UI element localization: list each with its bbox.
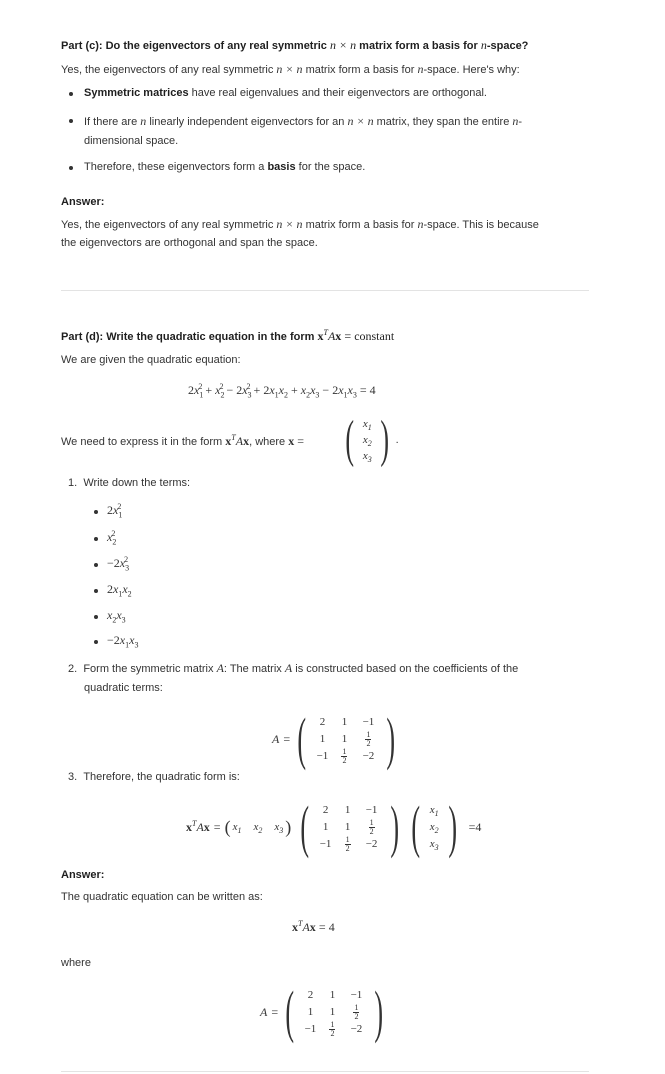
matrix-cell: 1 — [322, 821, 329, 833]
bullet-icon — [94, 615, 98, 619]
bullet-icon — [94, 589, 98, 593]
matrix-cell: −2 — [362, 750, 375, 762]
matrix-cell: 2 — [307, 989, 314, 1001]
x-vector: ( $x_1$ $x_2$ $x_3$ ) . — [345, 411, 399, 468]
matrix-cell: 1 — [319, 733, 326, 745]
term-3: $-2x_3^2$ — [107, 555, 130, 573]
step-2-line2: quadratic terms: — [84, 682, 163, 694]
part-d-answer-text: The quadratic equation can be written as: — [61, 891, 263, 903]
step-1: 1. Write down the terms: — [68, 477, 191, 489]
part-d-answer-label: Answer: — [61, 869, 105, 881]
bullet-icon — [94, 640, 98, 644]
part-d-given: We are given the quadratic equation: — [61, 354, 241, 366]
part-c-intro: Yes, the eigenvectors of any real symmetric n × n matrix form a basis for n-space. Here's why: — [61, 62, 520, 76]
bullet-icon — [69, 166, 73, 170]
step-2: 2. Form the symmetric matrix A: The matrix A is constructed based on the coefficients of the — [68, 661, 519, 675]
section-divider — [61, 290, 589, 291]
term-6: $-2x_1x_3$ — [107, 633, 139, 650]
final-form: $x^TAx = 4$ — [292, 919, 335, 934]
matrix-cell: −1 — [304, 1023, 317, 1035]
part-c-bullet-2: If there are n linearly independent eigenvectors for an n × n matrix, they span the entire n- — [84, 114, 523, 128]
matrix-cell-half: $\frac{1}{2}$ — [345, 834, 350, 853]
quadratic-equation: $2x_1^2 + x_2^2 - 2x_3^2 + 2x_1x_2 + x_2x_3 - 2x_1x_3 = 4$ — [188, 382, 376, 400]
matrix-cell: −1 — [350, 989, 363, 1001]
part-c-bullet-3: Therefore, these eigenvectors form a basis for the space. — [84, 161, 366, 173]
matrix-cell: 1 — [307, 1006, 314, 1018]
bullet-icon — [69, 92, 73, 96]
matrix-cell: 1 — [341, 716, 348, 728]
bullet-icon — [94, 563, 98, 567]
matrix-cell: 1 — [344, 804, 351, 816]
term-1: $2x_1^2$ — [107, 502, 123, 520]
matrix-a-step2: A = ( 2 1 −1 1 1 $\frac{1}{2}$ −1 $\frac{1}{2}$ −2 ) — [272, 706, 396, 771]
matrix-cell-half: $\frac{1}{2}$ — [330, 1019, 335, 1038]
bullet-icon — [69, 119, 73, 123]
step-3: 3. Therefore, the quadratic form is: — [68, 771, 240, 783]
matrix-cell-half: $\frac{1}{2}$ — [369, 817, 374, 836]
matrix-cell-half: $\frac{1}{2}$ — [354, 1002, 359, 1021]
matrix-cell: −1 — [365, 804, 378, 816]
matrix-cell: 1 — [329, 989, 336, 1001]
matrix-cell: 1 — [329, 1006, 336, 1018]
matrix-cell: −1 — [362, 716, 375, 728]
part-c-answer-line2: the eigenvectors are orthogonal and span the space. — [61, 237, 318, 249]
matrix-cell: −1 — [319, 838, 332, 850]
matrix-cell-half: $\frac{1}{2}$ — [366, 729, 371, 748]
matrix-cell: −1 — [316, 750, 329, 762]
section-divider — [61, 1071, 589, 1072]
bullet-icon — [94, 537, 98, 541]
matrix-cell: −2 — [365, 838, 378, 850]
where-label: where — [61, 957, 91, 969]
bullet-icon — [94, 510, 98, 514]
quadratic-form: $x^T$ A x = ( $x_1$ $x_2$ $x_3$ ) ( 2 1 −1 1 1 $\frac{1}{2}$ −1 $\frac{1}{2}$ −2 ) ( $x_1$ $x_2$ $x_3$ ) = 4 — [186, 794, 482, 859]
part-c-answer-label: Answer: — [61, 196, 105, 208]
matrix-a-final: A = ( 2 1 −1 1 1 $\frac{1}{2}$ −1 $\frac{1}{2}$ −2 ) — [260, 979, 384, 1044]
matrix-cell: 2 — [319, 716, 326, 728]
part-c-heading: Part (c): Do the eigenvectors of any real symmetric n × n matrix form a basis for n-space? — [61, 38, 529, 52]
part-d-heading: Part (d): Write the quadratic equation in the form $x^TAx$ = constant — [61, 328, 395, 343]
matrix-cell: −2 — [350, 1023, 363, 1035]
matrix-cell-half: $\frac{1}{2}$ — [342, 746, 347, 765]
part-c-bullet-2-line2: dimensional space. — [84, 135, 179, 147]
term-2: $x_2^2$ — [107, 529, 117, 547]
matrix-cell: 1 — [344, 821, 351, 833]
matrix-cell: 2 — [322, 804, 329, 816]
part-c-answer: Yes, the eigenvectors of any real symmetric n × n matrix form a basis for n-space. This is because — [61, 217, 539, 231]
part-d-express: We need to express it in the form $x^TAx$, where x = — [61, 433, 305, 448]
term-5: $x_2x_3$ — [107, 608, 126, 625]
part-c-bullet-1: Symmetric matrices have real eigenvalues and their eigenvectors are orthogonal. — [84, 87, 487, 99]
matrix-cell: 1 — [341, 733, 348, 745]
term-4: $2x_1x_2$ — [107, 582, 132, 599]
